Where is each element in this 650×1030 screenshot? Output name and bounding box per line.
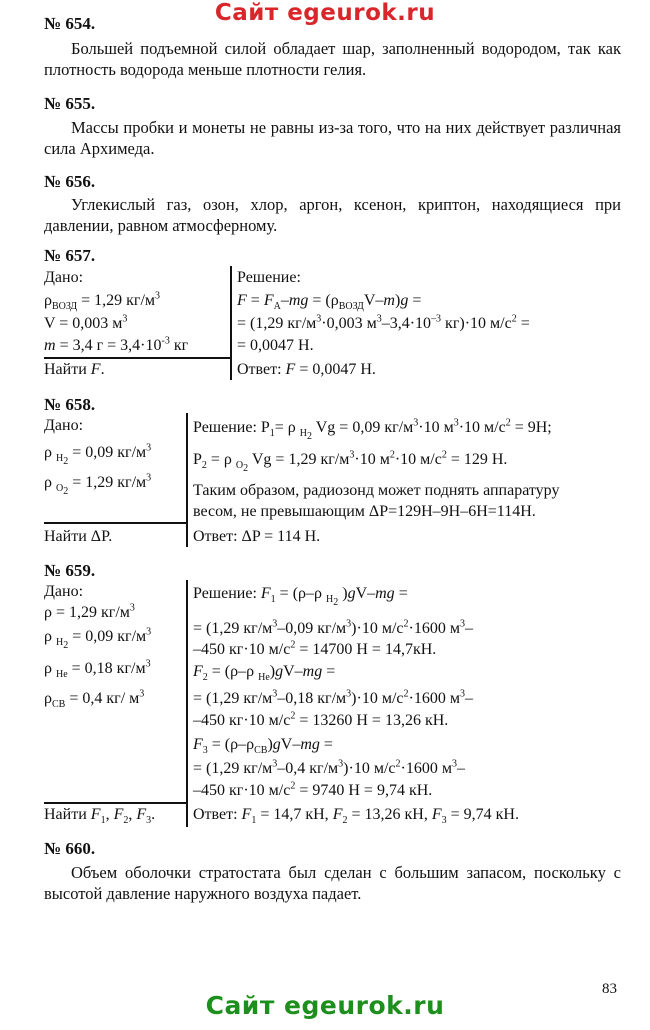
given-mass-657: m = 3,4 $г = 3,4\cdot 10^{-3}$ кг: [44, 335, 189, 354]
solution-line-659-3: –450 кг·10 $м/с^2 = 14700$ Н = 14,7кН.: [193, 639, 437, 658]
answer-658: Ответ: ΔP = 114 Н.: [193, 528, 321, 545]
given-rho-h2-659: ρ $_{H_2}$ = 0,09 $кг/м^3$: [44, 626, 152, 652]
problem-number-654: № 654.: [44, 14, 96, 33]
site-watermark-top: Сайт egeurok.ru: [214, 0, 436, 26]
site-watermark-bottom: Сайт egeurok.ru: [205, 991, 445, 1020]
find-label-658: Найти ΔP.: [44, 528, 113, 545]
solution-line-659-5: = (1,29 $кг/м^3-0,18$ $кг/м^3)\cdot 10$ $м/с^2\cdot 1600$ $м^3-$: [193, 688, 473, 707]
find-label-659: Найти $F_1$, $F_2$, $F_3$.: [44, 806, 156, 827]
answer-text-656: Углекислый газ, озон, хлор, аргон, ксенон, криптон, находящиеся при давлении, равном атмосферному.: [44, 195, 621, 235]
solution-line-657-3: = 0,0047 Н.: [237, 337, 314, 354]
solution-line-658-2: $P_2 = \rho$ $_{O_2}$ Vg = 1,29 $кг/м^3\cdot 10$ $м^2\cdot 10$ $м/с^2 = 129$ Н.: [193, 449, 508, 475]
solution-label-657: Решение:: [237, 269, 301, 286]
given-label-657: Дано:: [44, 269, 84, 286]
problem-number-656: № 656.: [44, 172, 96, 191]
solution-line-659-6: –450 кг·10 $м/с^2 = 13260$ Н = 13,26 кН.: [193, 710, 449, 729]
page-number: 83: [602, 981, 617, 997]
given-label-659: Дано:: [44, 583, 84, 600]
solution-line-658-1: Решение: $P_1= \rho$ $_{H_2}$ Vg = 0,09 $кг/м^3\cdot 10$ $м^3\cdot 10$ $м/с^2 = 9Н$;: [193, 417, 552, 443]
given-rho-he-659: ρ $_{He}$ = 0,18 $кг/м^3$: [44, 658, 151, 681]
solution-line-657-2: = (1,29 $кг/м^3\cdot 0,003$ $м^3-3,4\cdot 10^{-3}$ кг)·10 $м/с^2$ =: [237, 313, 530, 332]
given-volume-657: V = 0,003 $м^3$: [44, 313, 128, 332]
solution-line-659-4: $F_2 = (\rho-\rho$ $_{He}$)gV–mg =: [193, 663, 336, 684]
given-rho-h2-658: ρ $_{H_2}$ = 0,09 $кг/м^3$: [44, 442, 152, 468]
problem-number-658: № 658.: [44, 395, 96, 414]
divider-line-658: [44, 522, 186, 524]
vertical-divider-658: [186, 413, 188, 547]
solution-line-659-2: = (1,29 $кг/м^3-0,09$ $кг/м^3)\cdot 10$ $м/с^2\cdot 1600$ $м^3-$: [193, 618, 473, 637]
given-rho-o2-658: ρ $_{O_2}$ = 1,29 $кг/м^3$: [44, 472, 152, 498]
solution-line-658-3: Таким образом, радиозонд может поднять аппаратуру: [193, 482, 560, 499]
find-label-657: Найти F.: [44, 361, 105, 378]
solution-line-659-7: $F_3 = (\rho-\rho_{СВ})gV-mg$ =: [193, 736, 333, 757]
vertical-divider-657: [230, 266, 232, 380]
solution-line-659-8: = (1,29 $кг/м^3-0,4$ $кг/м^3)\cdot 10$ $м/с^2\cdot 1600$ $м^3-$: [193, 758, 465, 777]
solution-line-659-9: –450 кг·10 $м/с^2 = 9740$ Н = 9,74 кН.: [193, 780, 433, 799]
problem-number-659: № 659.: [44, 561, 96, 580]
divider-line-659: [44, 802, 186, 804]
answer-text-654: Большей подъемной силой обладает шар, заполненный водородом, так как плотность водорода меньше плотности гелия.: [44, 39, 621, 79]
solution-line-659-1: Решение: $F_1 = (\rho-\rho$ $_{H_2}$ )gV–mg =: [193, 585, 408, 609]
answer-657: Ответ: F = 0,0047 Н.: [237, 361, 376, 378]
given-rho-sv-659: $\rho_{СВ} = 0,4$ кг/ $м^3$: [44, 688, 145, 711]
given-rho-659: ρ = 1,29 $кг/м^3$: [44, 602, 135, 621]
given-rho-air: $\rho_{ВОЗД} = 1,29$ $кг/м^3$: [44, 290, 161, 313]
answer-text-655: Массы пробки и монеты не равны из-за того, что на них действует различная сила Архимеда.: [44, 118, 621, 158]
divider-line-657: [44, 357, 230, 359]
problem-number-657: № 657.: [44, 246, 96, 265]
problem-number-660: № 660.: [44, 839, 96, 858]
given-label-658: Дано:: [44, 417, 84, 434]
vertical-divider-659: [186, 580, 188, 827]
solution-line-657-1: $F = F_A-mg = (\rho_{ВОЗД}V-m)g$ =: [237, 292, 422, 313]
answer-659: Ответ: $F_1 = 14,7$ кН, $F_2 = 13,26$ кН, $F_3 = 9,74$ кН.: [193, 806, 519, 827]
answer-text-660: Объем оболочки стратостата был сделан с большим запасом, поскольку с высотой давление наружного воздуха падает.: [44, 863, 621, 903]
problem-number-655: № 655.: [44, 94, 96, 113]
solution-line-658-4: весом, не превышающим ΔP=129Н–9Н–6Н=114Н.: [193, 503, 536, 520]
